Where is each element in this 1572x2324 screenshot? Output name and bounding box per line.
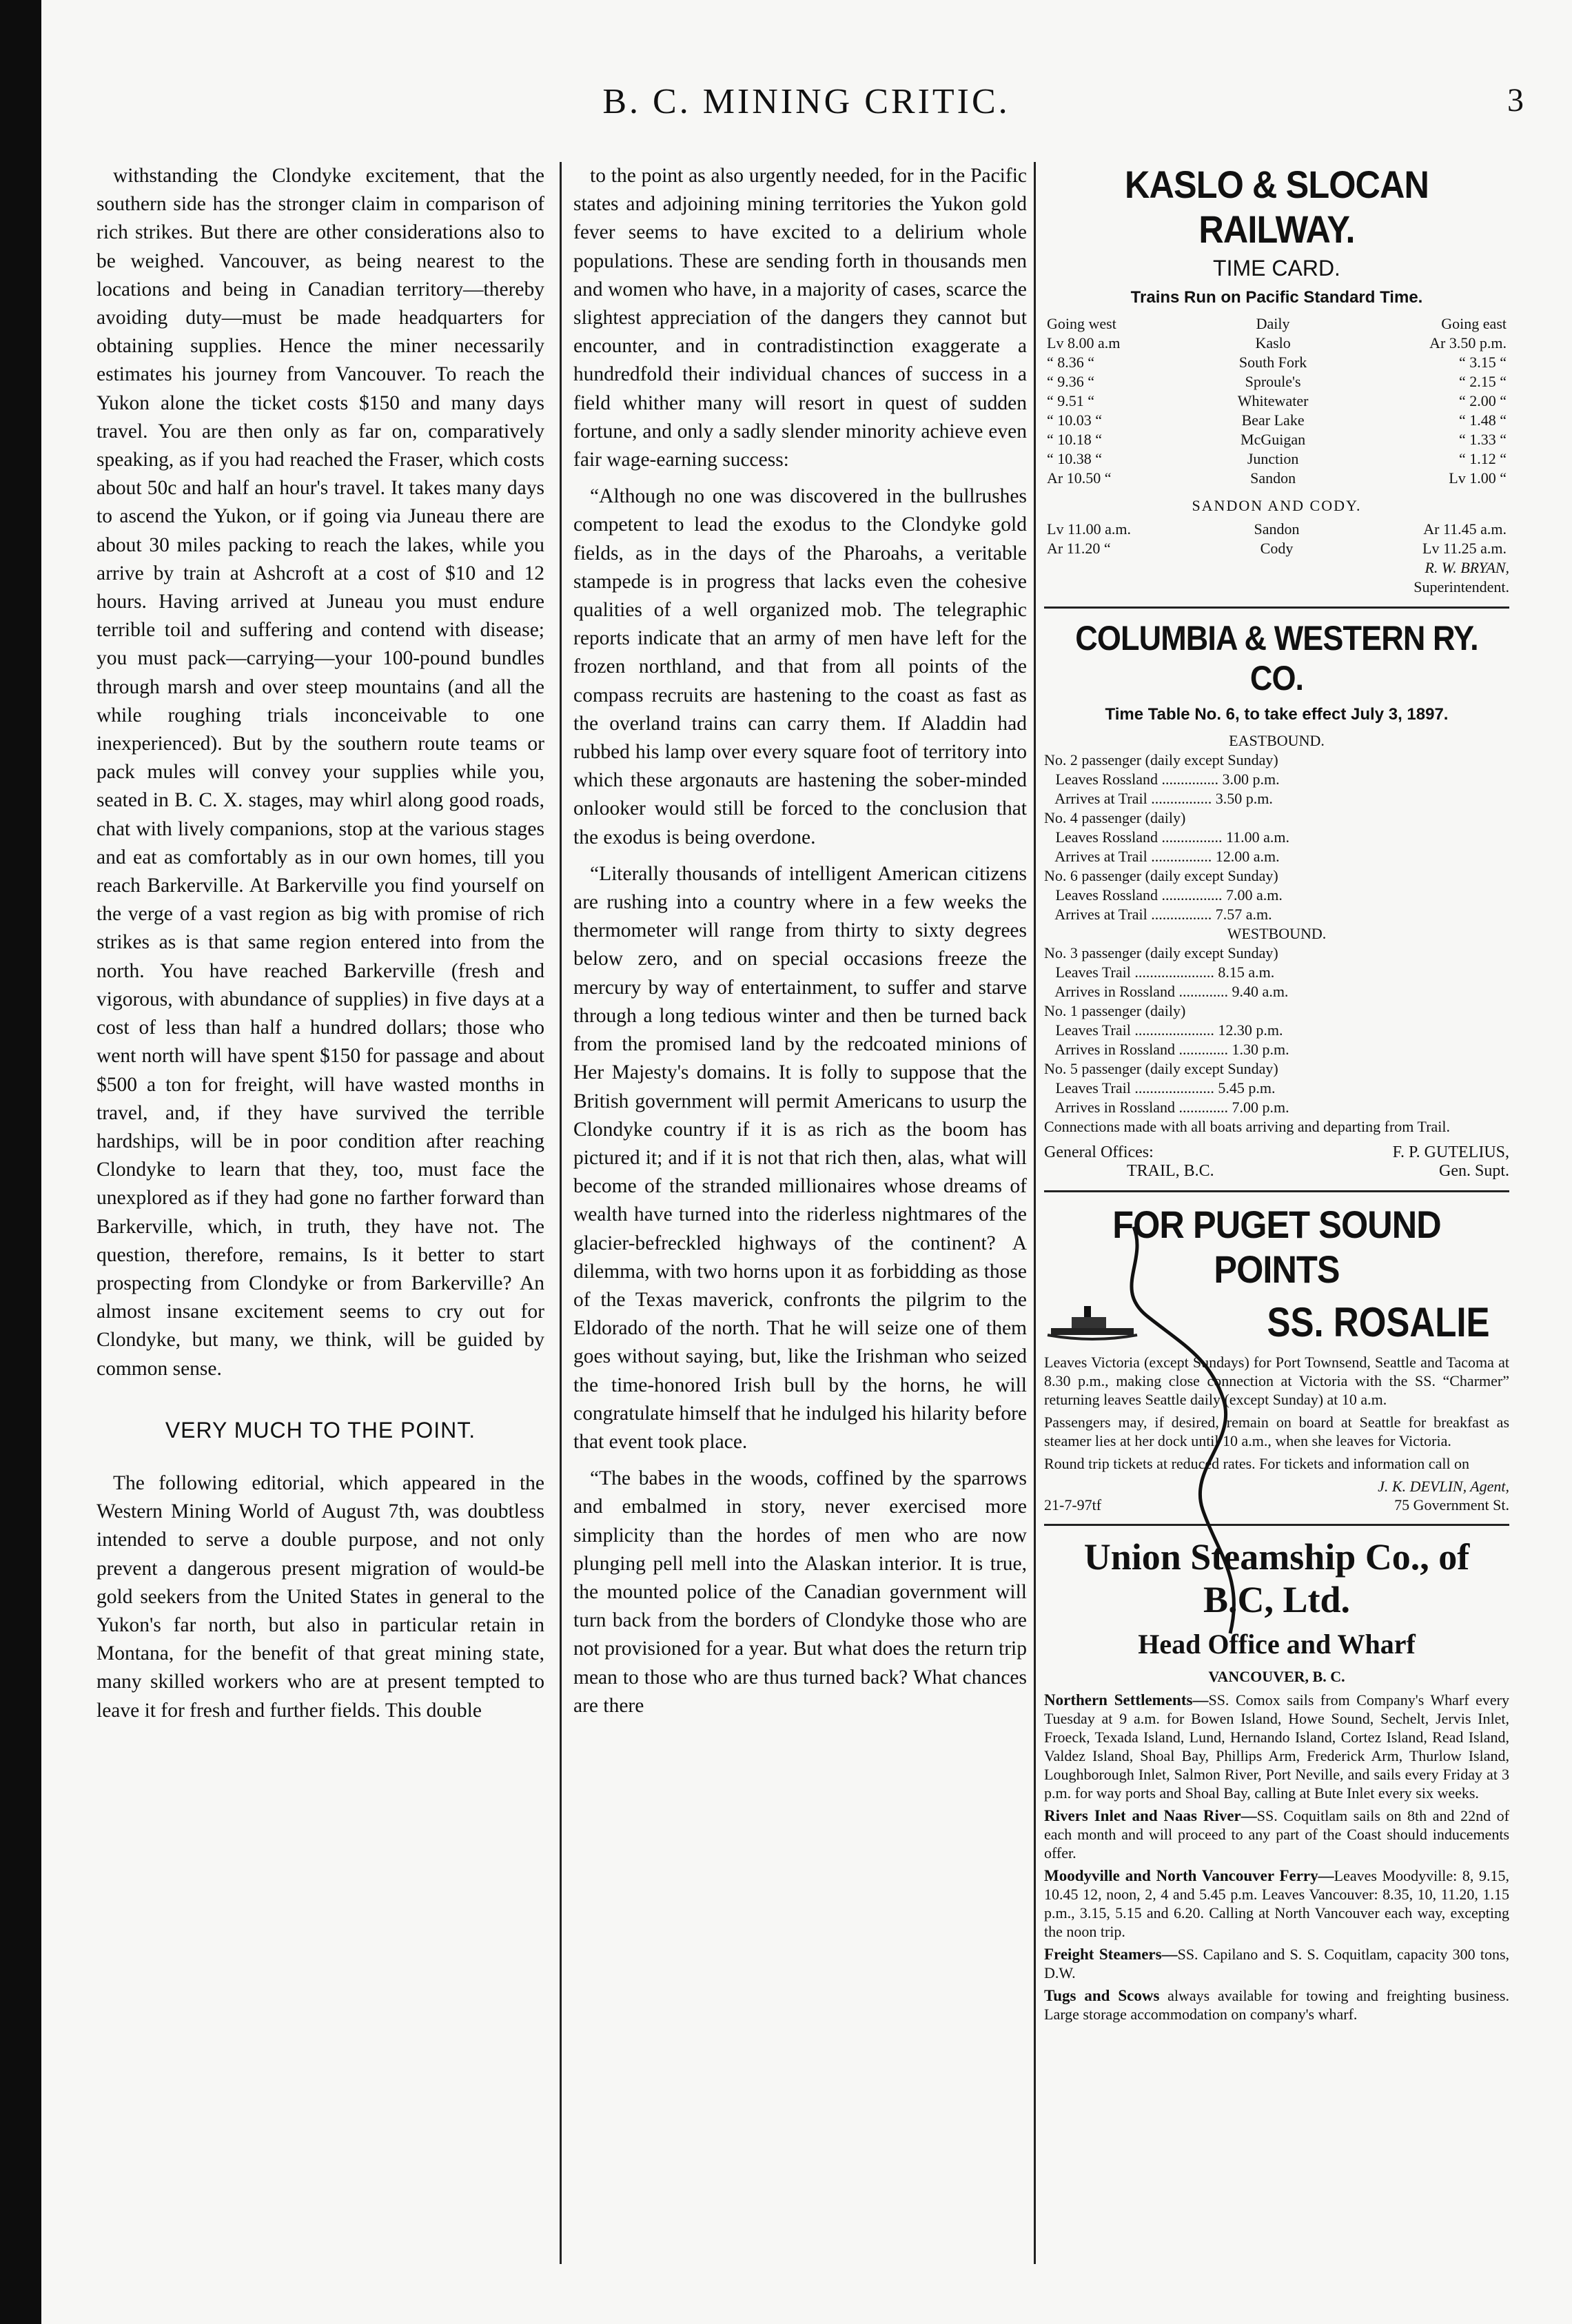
cell: Ar 3.50 p.m. <box>1429 334 1507 351</box>
eastbound-line: No. 2 passenger (daily except Sunday) <box>1044 751 1278 768</box>
page-header: B. C. MINING CRITIC. <box>602 82 1010 121</box>
offices-row <box>1044 1162 1509 1181</box>
article-paragraph: withstanding the Clondyke excitement, that the southern side has the stronger claim in comparison of rich strikes. But there are other considerations also to be weighed. Vancouver, as being nearest to the locations and being in Canadian territory—thereby avoiding duty—must be made headquarters for obtaining supplies. Hence the miner necessarily estimates his journey from Vancouver. To reach the Yukon alone the ticket costs $150 and many days travel. You are then only as far on, comparatively speaking, as if you had reached the Fraser, which costs about 50c and half an hour's travel. It takes many days to ascend the Yukon, or if going via Juneau there are about 30 miles packing to reach the lakes, while you arrive by train at Ashcroft at a cost of $10 and 12 hours. Having arrived at Juneau you must endure terrible toil and suffering and contend with disease; you must pack—carrying—your 100-pound bundles through marsh and over steep mountains (and all the while roughing trials inconceivable to one inexperienced). But by the southern route teams or pack mules will convey your supplies while you, seated in B. C. X. stages, may whirl along good roads, chat with lively companions, stop at the various stages and eat as comfortably as in our own homes, till you reach Barkerville. At Barkerville you find yourself on the verge of a vast region as big with promise of rich strikes as is that same region entered into from the north. You have reached Barkerville (fresh and vigorous, with abundance of supplies) in five days at a cost of less than half a hundred dollars; those who went north will have spent $150 for passage and about $500 a ton for freight, will have wasted months in travel, and, if they have survived the terrible hardships, will be in poor condition after reaching Clondyke to learn that they, too, must face the unexplored as if they had gone no farther forward than Barkerville, which, in truth, they have not. The question, therefore, remains, Is it better to start prospecting from Clondyke or from Barkerville? An almost insane excitement seems to cry out for Clondyke, but many, we think, will be guided by common sense. <box>96 165 544 1380</box>
timetable-row <box>1044 430 1509 449</box>
cell: Ar 10.50 “ <box>1047 469 1112 487</box>
binding-edge <box>0 0 41 2324</box>
cell: Ar 11.20 “ <box>1047 540 1111 557</box>
cell: “ 1.33 “ <box>1458 431 1507 448</box>
puget-text: Round trip tickets at reduced rates. For tickets and information call on <box>1044 1455 1470 1472</box>
puget-text: Leaves Victoria (except Sundays) for Port Townsend, Seattle and Tacoma at 8.30 p.m., making close connection at Victoria with the SS. “Charmer” returning leaves Seattle daily (except Sunday) at 10 a.m. <box>1044 1354 1509 1408</box>
entry-lead: Rivers Inlet and Naas River— <box>1044 1807 1257 1824</box>
westbound-line: No. 5 passenger (daily except Sunday) <box>1044 1060 1278 1077</box>
westbound-line: Leaves Trail ..................... 5.45 p.m. <box>1044 1079 1276 1097</box>
manager-title: Gen. Supt. <box>1439 1162 1509 1180</box>
article-paragraph: “The babes in the woods, coffined by the sparrows and embalmed in story, never exercised more simplicity than the hordes of men who are now plunging pell mell into the Alaskan interior. It is true, the mounted police of the Canadian government will turn back from the borders of Clondyke those who are not provisioned for a year. But what does the return trip mean to those who are thus turned back? What chances are there <box>573 1467 1027 1717</box>
signer: R. W. BRYAN, <box>1425 559 1509 576</box>
eastbound-line: Leaves Rossland ............... 3.00 p.m. <box>1044 771 1280 788</box>
timetable-row <box>1044 334 1509 353</box>
column-rule <box>1034 162 1036 2264</box>
eastbound-line: Arrives at Trail ................ 3.50 p.m. <box>1044 790 1273 807</box>
timetable-row <box>1044 520 1509 539</box>
ad-city: VANCOUVER, B. C. <box>1208 1668 1345 1685</box>
cell: Sproule's <box>1245 373 1301 390</box>
eastbound-heading: EASTBOUND. <box>1229 732 1325 749</box>
entry-text: Leaves Moodyville: 8, 9.15, 10.45 12, noon, 2, 4 and 5.45 p.m. Leaves Vancouver: 8.35, 10, 11.20, 1.15 p.m., 3.15, 5.15 and 6.20. Calling at North Vancouver each way, excepting the noon trip. <box>1044 1867 1509 1940</box>
ad-title: FOR PUGET SOUND POINTS <box>1112 1203 1441 1291</box>
ink-scribble <box>1106 1220 1258 1661</box>
cell: Going west <box>1047 315 1116 332</box>
cell: “ 1.48 “ <box>1458 411 1507 429</box>
cell: “ 2.15 “ <box>1458 373 1507 390</box>
ad-reference: 21-7-97tf <box>1044 1496 1102 1513</box>
entry-text: SS. Comox sails from Company's Wharf every Tuesday at 9 a.m. for Bowen Island, Howe Sound, Sechelt, Jervis Inlet, Froeck, Texada Island, Lund, Hernando Island, Cortez Island, Read Island, Valdez Island, Shoal Bay, Phillips Arm, Frederick Arm, Thurlow Island, Loughborough Inlet, Salmon River, Port Neville, and sails every Friday at 3 p.m. for way ports and Shoal Bay, calling at Bute Inlet every six weeks. <box>1044 1691 1509 1802</box>
entry-lead: Moodyville and North Vancouver Ferry— <box>1044 1867 1334 1884</box>
union-entry <box>1044 1866 1509 1941</box>
kaslo-slocan-ad <box>1044 162 1509 609</box>
cell: Lv 8.00 a.m <box>1047 334 1121 351</box>
union-entry <box>1044 1986 1509 2024</box>
manager-name: F. P. GUTELIUS, <box>1392 1143 1509 1161</box>
cell: “ 8.36 “ <box>1047 354 1095 371</box>
cell: “ 1.12 “ <box>1458 450 1507 467</box>
cell: South Fork <box>1238 354 1307 371</box>
cell: McGuigan <box>1241 431 1306 448</box>
ad-note: Trains Run on Pacific Standard Time. <box>1130 288 1423 307</box>
ad-title: Union Steamship Co., of B.C, Ltd. <box>1083 1536 1470 1620</box>
eastbound-line: Arrives at Trail ................ 7.57 a.m. <box>1044 906 1272 923</box>
entry-lead: Freight Steamers— <box>1044 1946 1178 1963</box>
eastbound-line: Arrives at Trail ................ 12.00 a.m. <box>1044 848 1280 865</box>
cell: Bear Lake <box>1241 411 1305 429</box>
eastbound-line: Leaves Rossland ................ 11.00 a.m. <box>1044 828 1290 846</box>
eastbound-line: No. 4 passenger (daily) <box>1044 809 1186 826</box>
cell: “ 10.38 “ <box>1047 450 1103 467</box>
article-column-1 <box>96 162 544 2298</box>
timetable-row <box>1044 539 1509 558</box>
timetable <box>1044 314 1509 488</box>
entry-lead: Northern Settlements— <box>1044 1691 1209 1709</box>
timetable-header <box>1044 314 1509 334</box>
puget-text: Passengers may, if desired, remain on board at Seattle for breakfast as steamer lies at her dock until 10 a.m., when she leaves for Victoria. <box>1044 1414 1509 1449</box>
agent-address: 75 Government St. <box>1394 1496 1509 1513</box>
cell: Lv 1.00 “ <box>1449 469 1507 487</box>
westbound-line: Arrives in Rossland ............. 9.40 a.m. <box>1044 983 1289 1000</box>
article-column-2 <box>573 162 1027 2298</box>
westbound-line: Arrives in Rossland ............. 7.00 p.m. <box>1044 1099 1289 1116</box>
ship-name: SS. ROSALIE <box>1267 1299 1490 1345</box>
cell: Lv 11.00 a.m. <box>1047 520 1131 538</box>
ad-note: Time Table No. 6, to take effect July 3, 1897. <box>1105 705 1449 724</box>
offices-label: General Offices: <box>1044 1143 1154 1161</box>
article-paragraph: “Literally thousands of intelligent American citizens are rushing into a country where in a few weeks the thermometer will range from thirty to sixty degrees below zero, and on special occasions freeze the mercury by way of entertainment, to suffer and starve through a long tedious winter and then be turned back from the promised land by the redcoated minions of Her Majesty's domains. It is folly to suppose that the British government will permit Americans to usurp the Clondyke country if it is as rich as the boom has pictured it; and if it is not that rich then, alas, what will become of the stranded millionaires whose dreams of wealth have turned into the riderless nightmares of the glacier-befreckled highways of the continent? A dilemma, with two horns upon it as forbidding as those of the Texas maverick, confronts the pilgrim to the Eldorado of the north. That he will seize one of them goes without saying, but, like the Irishman who seized the time-honored Irish bull by the horns, he will congratulate himself that he indulged his hilarity before that event took place. <box>573 862 1027 1453</box>
westbound-line: Arrives in Rossland ............. 1.30 p.m. <box>1044 1041 1289 1058</box>
entry-text: SS. Coquitlam sails on 8th and 22nd of each month and will proceed to any part of the Coast should inducements offer. <box>1044 1807 1509 1862</box>
westbound-line: No. 3 passenger (daily except Sunday) <box>1044 944 1278 961</box>
article-paragraph: to the point as also urgently needed, for in the Pacific states and adjoining mining territories the Yukon gold fever seems to have excited to a delirium whole populations. These are sending forth in thousands men and women who have, in a majority of cases, scarce the slightest appreciation of the dangers they cannot but encounter, and in contradistinction exaggerate a hundredfold their individual chances of success in a field whither many will resort in quest of sudden fortune, and only a sadly slender minority achieve even fair wage-earning success: <box>573 165 1027 471</box>
article-paragraph: “Although no one was discovered in the bullrushes competent to lead the exodus to the Clondyke gold fields, as in the days of the Pharoahs, a veritable stampede is in progress that lacks even the cohesive qualities of a well organized mob. The telegraphic reports indicate that an army of men have left for the frozen northland, and that from all points of the compass recruits are hastening to the coast as fast as the overland trains can carry them. If Aladdin had rubbed his lamp over every square foot of territory into which these argonauts are hastening the sober-minded onlooker would still be forced to the conclusion that the exodus is being overdone. <box>573 485 1027 848</box>
connections-note: Connections made with all boats arriving and departing from Trail. <box>1044 1118 1451 1135</box>
union-entry <box>1044 1806 1509 1862</box>
signer-title: Superintendent. <box>1413 578 1509 595</box>
cell: Sandon <box>1254 520 1300 538</box>
cell: Kaslo <box>1255 334 1291 351</box>
union-entry <box>1044 1691 1509 1802</box>
westbound-line: No. 1 passenger (daily) <box>1044 1002 1186 1019</box>
agent-name: J. K. DEVLIN, Agent, <box>1378 1478 1509 1495</box>
cell: Junction <box>1247 450 1299 467</box>
cell: Cody <box>1260 540 1294 557</box>
entry-text: SS. Capilano and S. S. Coquitlam, capacity 300 tons, D.W. <box>1044 1946 1509 1981</box>
columbia-western-ad <box>1044 618 1509 1192</box>
cell: “ 10.18 “ <box>1047 431 1103 448</box>
cell: “ 2.00 “ <box>1458 392 1507 409</box>
cell: Daily <box>1256 315 1290 332</box>
timetable-row <box>1044 411 1509 430</box>
sandon-timetable <box>1044 520 1509 558</box>
westbound-line: Leaves Trail ..................... 8.15 a.m. <box>1044 964 1275 981</box>
westbound-heading: WESTBOUND. <box>1227 925 1327 942</box>
cell: Lv 11.25 a.m. <box>1422 540 1507 557</box>
article-paragraph: The following editorial, which appeared in the Western Mining World of August 7th, was doubtless intended to serve a double purpose, and not only prevent a dangerous present migration of would-be gold seekers from the United States in general to the Yukon's far north, but also in particular retain in Montana, for the benefit of that great mining state, many skilled workers who are at present tempted to leave it for fresh and further fields. This double <box>96 1471 544 1722</box>
timetable-row <box>1044 353 1509 372</box>
cell: Going east <box>1441 315 1507 332</box>
cell: Whitewater <box>1237 392 1309 409</box>
eastbound-line: Leaves Rossland ................ 7.00 a.m. <box>1044 886 1283 904</box>
cell: Sandon <box>1250 469 1296 487</box>
entry-text: always available for towing and freighting business. Large storage accommodation on company's wharf. <box>1044 1987 1509 2023</box>
page-number: 3 <box>1507 82 1524 119</box>
timetable-row <box>1044 469 1509 488</box>
offices-place: TRAIL, B.C. <box>1127 1162 1214 1180</box>
ad-subtitle: TIME CARD. <box>1213 256 1340 281</box>
offices-row <box>1044 1143 1509 1162</box>
timetable-row <box>1044 372 1509 391</box>
union-entry <box>1044 1945 1509 1982</box>
eastbound-line: No. 6 passenger (daily except Sunday) <box>1044 867 1278 884</box>
ad-title: COLUMBIA & WESTERN RY. CO. <box>1075 619 1478 697</box>
entry-lead: Tugs and Scows <box>1044 1987 1160 2004</box>
article-subhead: VERY MUCH TO THE POINT. <box>165 1417 476 1443</box>
ad-heading: Head Office and Wharf <box>1138 1629 1416 1660</box>
cell: “ 3.15 “ <box>1458 354 1507 371</box>
column-rule <box>560 162 562 2264</box>
cell: Ar 11.45 a.m. <box>1423 520 1507 538</box>
sandon-heading: SANDON AND CODY. <box>1192 497 1362 514</box>
cell: “ 9.36 “ <box>1047 373 1095 390</box>
ad-title: KASLO & SLOCAN RAILWAY. <box>1125 163 1429 251</box>
cell: “ 10.03 “ <box>1047 411 1103 429</box>
westbound-line: Leaves Trail ..................... 12.30 p.m. <box>1044 1021 1283 1039</box>
timetable-row <box>1044 391 1509 411</box>
cell: “ 9.51 “ <box>1047 392 1095 409</box>
timetable-row <box>1044 449 1509 469</box>
